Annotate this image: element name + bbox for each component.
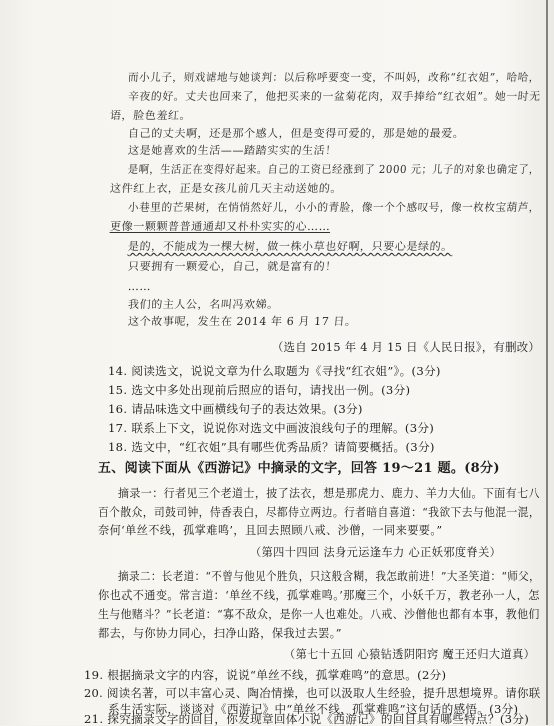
story-line: 小巷里的芒果树，在悄悄然好儿，小小的青脸，像一个个感叹号，像一枚枚宝葫芦， [127,201,541,214]
question-21: 21. 探究摘录文字的回目，你发现章回体小说《西游记》的回目具有哪些特点？(3分) [84,712,530,726]
underlined-story-line: 更像一颗颗普普通通却又朴朴实实的心…… [109,220,331,233]
excerpt-1-line: 摘录一：行者见三个老道士，披了法衣，想是那虎力、鹿力、羊力大仙。下面有七八 [118,487,540,500]
story-line: 这个故事呢，发生在 2014 年 6 月 17 日。 [127,315,358,328]
story-source: （选自 2015 年 4 月 15 日《人民日报》，有删改） [272,340,541,354]
story-line: 自己的丈夫啊，还是那个感人，但是变得可爱的，那是她的最爱。 [127,127,465,140]
story-line: 我们的主人公，名叫冯欢娣。 [127,298,280,311]
question-20: 20. 阅读名著，可以丰富心灵、陶冶情操，也可以汲取人生经验，提升思想境界。请你联 [84,686,541,700]
wavy-underlined-story-line: 是的，不能成为一棵大树，做一株小草也好啊，只要心是绿的。 [127,240,454,253]
question-19: 19. 根据摘录文字的内容，说说“单丝不线，孤掌难鸣”的意思。(2分) [84,668,447,682]
excerpt-1-line: 百个散众，司鼓司钟，侍香表白，尽都侍立两边。行者暗自喜道：“我欲下去与他混一混， [98,506,541,519]
story-line: 只要拥有一颗爱心，自己，就是富有的！ [127,260,338,273]
question-18: 18. 选文中，“红衣姐”具有哪些优秀品质？请简要概括。(3分) [108,440,435,454]
excerpt-2-line: 生与他赌斗？”长老道：“寡不敌众，是你一人也难处。八戒、沙僧他也都有本事，教他们 [98,608,540,621]
excerpt-2-line: 都去，与你协力同心，扫净山路，保我过去罢。” [98,627,342,640]
excerpt-2-line: 摘录二：长老道：“不曾与他见个胜负，只这般含糊，我怎敢前进！”大圣笑道：“师父， [118,570,541,583]
excerpt-1-line: 奈何‘单丝不线，孤掌难鸣’，且回去照顾八戒、沙僧，一同来要要。” [98,524,443,537]
question-16: 16. 请品味选文中画横线句子的表达效果。(3分) [108,402,363,416]
story-line: 是啊，生活正在变得好起来。自己的工资已经涨到了 2000 元；儿子的对象也确定了， [127,163,541,176]
story-line: 语，脸色羞红。 [109,109,192,122]
section-heading: 五、阅读下面从《西游记》中摘录的文字，回答 19～21 题。(8分) [98,461,500,476]
story-ellipsis: …… [127,280,152,293]
question-15: 15. 选文中多处出现前后照应的语句，请找出一例。(3分) [108,383,411,397]
question-20-continued: 系生活实际，谈谈对《西游记》中“单丝不线，孤掌难鸣”这句话的感悟。(3分) [108,702,519,716]
excerpt-2-line: 你也忒不通变。常言道：‘单丝不线，孤掌难鸣。’那魔三个，小妖千万，教老孙一人，怎 [98,589,540,602]
story-line: 这件红上衣，正是女孩儿前几天主动送她的。 [109,182,343,195]
story-line: 这是她喜欢的生活——踏踏实实的生活！ [127,144,338,157]
excerpt-1-source: （第四十四回 法身元运逢车力 心正妖邪度脊关） [250,546,502,559]
question-14: 14. 阅读选文，说说文章为什么取题为《寻找“红衣姐”》。(3分) [108,364,441,378]
excerpt-2-source: （第七十五回 心猿钻透阴阳窍 魔王还归大道真） [284,648,536,661]
page-edge [546,0,548,725]
question-17: 17. 联系上下文，说说你对选文中画波浪线句子的理解。(3分) [108,421,435,435]
story-line: 而小儿子，则戏谑地与她谈判：以后称呼要变一变，不叫妈，改称“红衣姐”，哈哈， [127,71,541,84]
story-line: 辛夜的好。丈夫也回来了，他把买来的一盆菊花肉，双手捧给“红衣姐”。她一时无 [127,90,542,103]
